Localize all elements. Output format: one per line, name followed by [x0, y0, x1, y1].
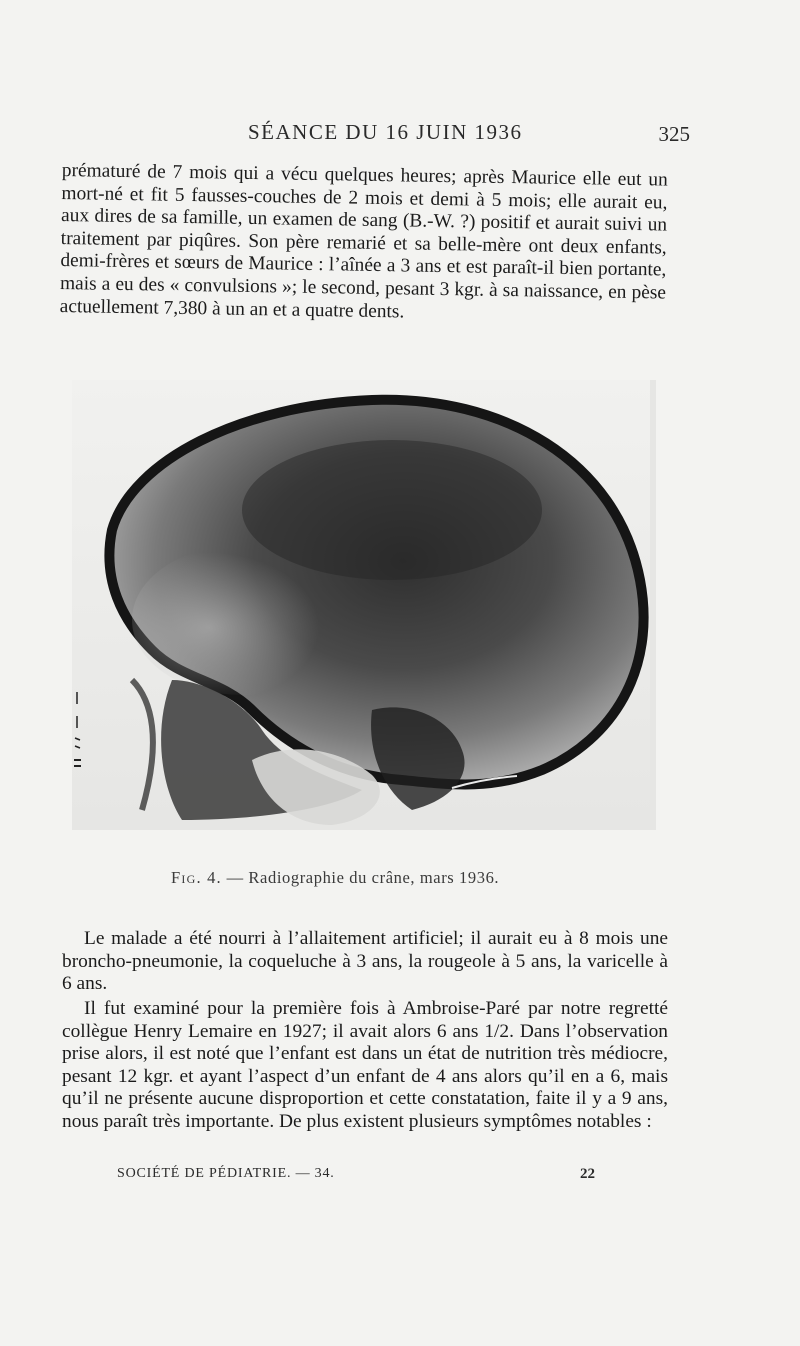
figure-caption-text: — Radiographie du crâne, mars 1936.: [226, 868, 500, 887]
paragraph-2-text: Il fut examiné pour la première fois à Ambroise-Paré par notre regretté collègue Henry Lemaire en 1927; il avait alors 6 ans 1/2. Dans l’observation prise alors, il est noté que l’enfant est dans un état de nutrition très médiocre, pesant 12 kgr. et ayant l’aspect d’un enfant de 4 ans alors qu’il en a 6, mais qu’il ne présente aucune disproportion et cette constatation, faite il y a 9 ans, nous paraît très importante. De plus existent plusieurs symptômes notables :: [62, 998, 668, 1132]
edge-marks-icon: [72, 690, 92, 780]
paragraph-1: [62, 928, 668, 996]
top-paragraph: prématuré de 7 mois qui a vécu quelques heures; après Maurice elle eut un mort-né et fit 5 fausses-couches de 2 mois et demi à 5 mois; elle aurait eu, aux dires de sa famille, un examen de sang (B.-W. ?) positif et aurait suivi un traitement par piqûres. Son père remarié et sa belle-mère ont deux enfants, demi-frères et sœurs de Maurice : l’aînée a 3 ans et est paraît-il bien portante, mais a eu des « convulsions »; le second, pesant 3 kgr. à sa naissance, en pèse actuellement 7,380 à un an et a quatre dents.: [59, 160, 668, 322]
paragraph-1-text: Le malade a été nourri à l’allaitement artificiel; il aurait eu à 8 mois une broncho-pneumonie, la coqueluche à 3 ans, la rougeole à 5 ans, la varicelle à 6 ans.: [62, 928, 668, 995]
paragraph-2: [62, 998, 668, 1134]
figure-label: Fig. 4.: [171, 868, 222, 887]
running-head: [60, 118, 690, 152]
figure-caption: [171, 868, 499, 888]
skull-radiograph-image: [72, 380, 656, 830]
skull-radiograph-figure: [72, 380, 656, 830]
page-number: 325: [658, 122, 690, 146]
footer-society: SOCIÉTÉ DE PÉDIATRIE. — 34.: [117, 1166, 335, 1181]
footer-signature: 22: [580, 1166, 595, 1182]
page-footer: [117, 1166, 607, 1188]
running-head-title: SÉANCE DU 16 JUIN 1936: [248, 120, 523, 144]
